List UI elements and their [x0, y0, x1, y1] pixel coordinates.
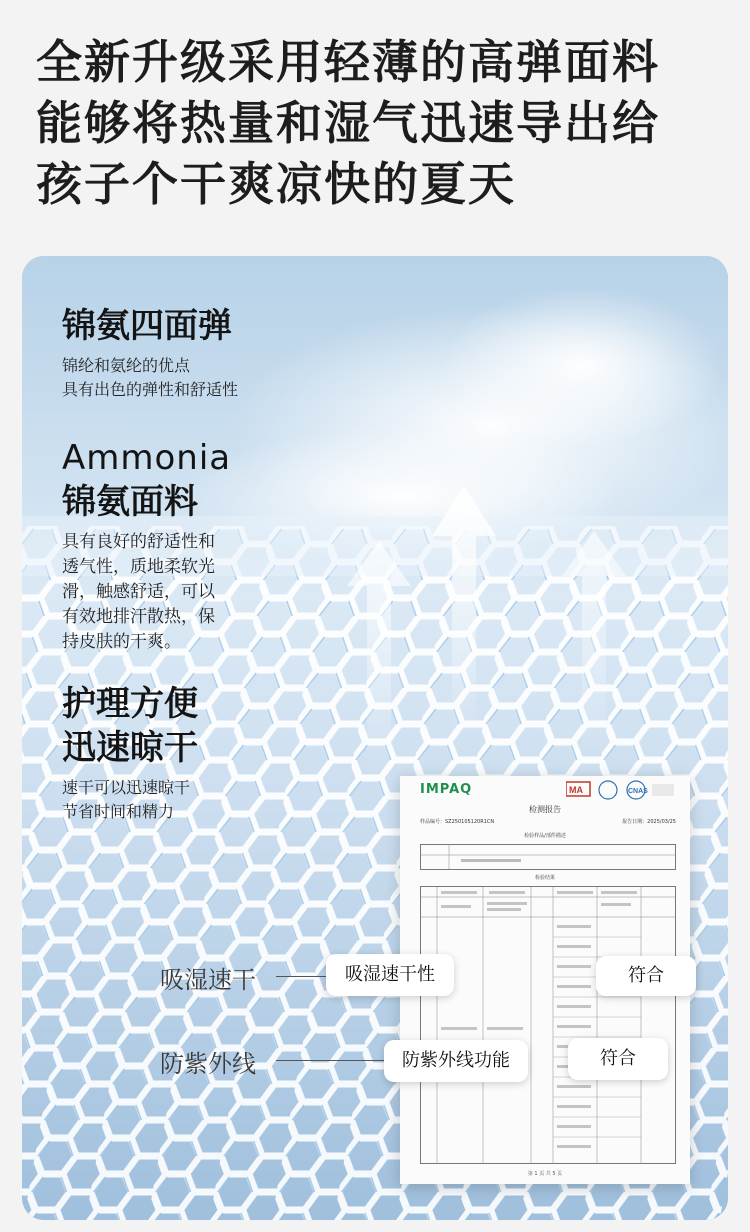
feature-fabric-title-en: Ammonia — [62, 438, 232, 478]
sample-table — [420, 844, 676, 870]
report-number: 样品编号：SZ2501051​20R1CN — [420, 819, 495, 825]
feature-stretch — [62, 304, 238, 402]
fabric-card — [22, 256, 728, 1220]
feature-care — [62, 682, 198, 824]
results-table — [420, 886, 676, 1164]
feature-fabric — [62, 436, 231, 655]
pill-moisture-result: 符合 — [596, 956, 696, 996]
report-section-sample: 检验样品/部件描述 — [524, 833, 566, 839]
pill-uv-item: 防紫外线功能 — [384, 1040, 528, 1082]
svg-text:CNAS: CNAS — [628, 788, 648, 795]
headline-line-1: 全新升级采用轻薄的高弹面料 — [36, 35, 660, 89]
report-section-results: 检验结果 — [534, 875, 555, 881]
report-date: 报告日期：2025/03/25 — [622, 819, 676, 825]
callout-label-uv: 防紫外线 — [160, 1050, 256, 1078]
headline — [36, 32, 726, 215]
report-title: 检测报告 — [529, 805, 561, 814]
callout-label-moisture: 吸湿速干 — [160, 966, 256, 994]
feature-care-title-2: 迅速晾干 — [62, 728, 198, 768]
feature-stretch-title: 锦氨四面弹 — [62, 306, 232, 346]
feature-fabric-desc: 具有良好的舒适性和 透气性，质地柔软光 滑，触感舒适，可以 有效地排汗散热，保 持皮肤的干爽。 — [62, 532, 215, 652]
pill-uv-result: 符合 — [568, 1038, 668, 1080]
certification-logos — [566, 780, 676, 800]
callout-line-uv — [276, 1060, 386, 1061]
feature-care-title: 护理方便 — [62, 684, 198, 724]
report-footer: 第 1 页 共 5 页 — [527, 1171, 563, 1177]
feature-care-desc: 速干可以迅速晾干 节省时间和精力 — [62, 778, 191, 821]
headline-line-2: 能够将热量和湿气迅速导出给 — [36, 96, 660, 150]
svg-text:MA: MA — [569, 785, 583, 795]
feature-fabric-title: 锦氨面料 — [62, 482, 198, 522]
headline-line-3: 孩子个干爽凉快的夏天 — [36, 157, 516, 211]
feature-stretch-desc: 锦纶和氨纶的优点 具有出色的弹性和舒适性 — [62, 356, 239, 399]
pill-moisture-item: 吸湿速干性 — [326, 954, 454, 996]
callout-line-moisture — [276, 976, 328, 977]
report-logo: IMPAQ — [420, 782, 473, 797]
